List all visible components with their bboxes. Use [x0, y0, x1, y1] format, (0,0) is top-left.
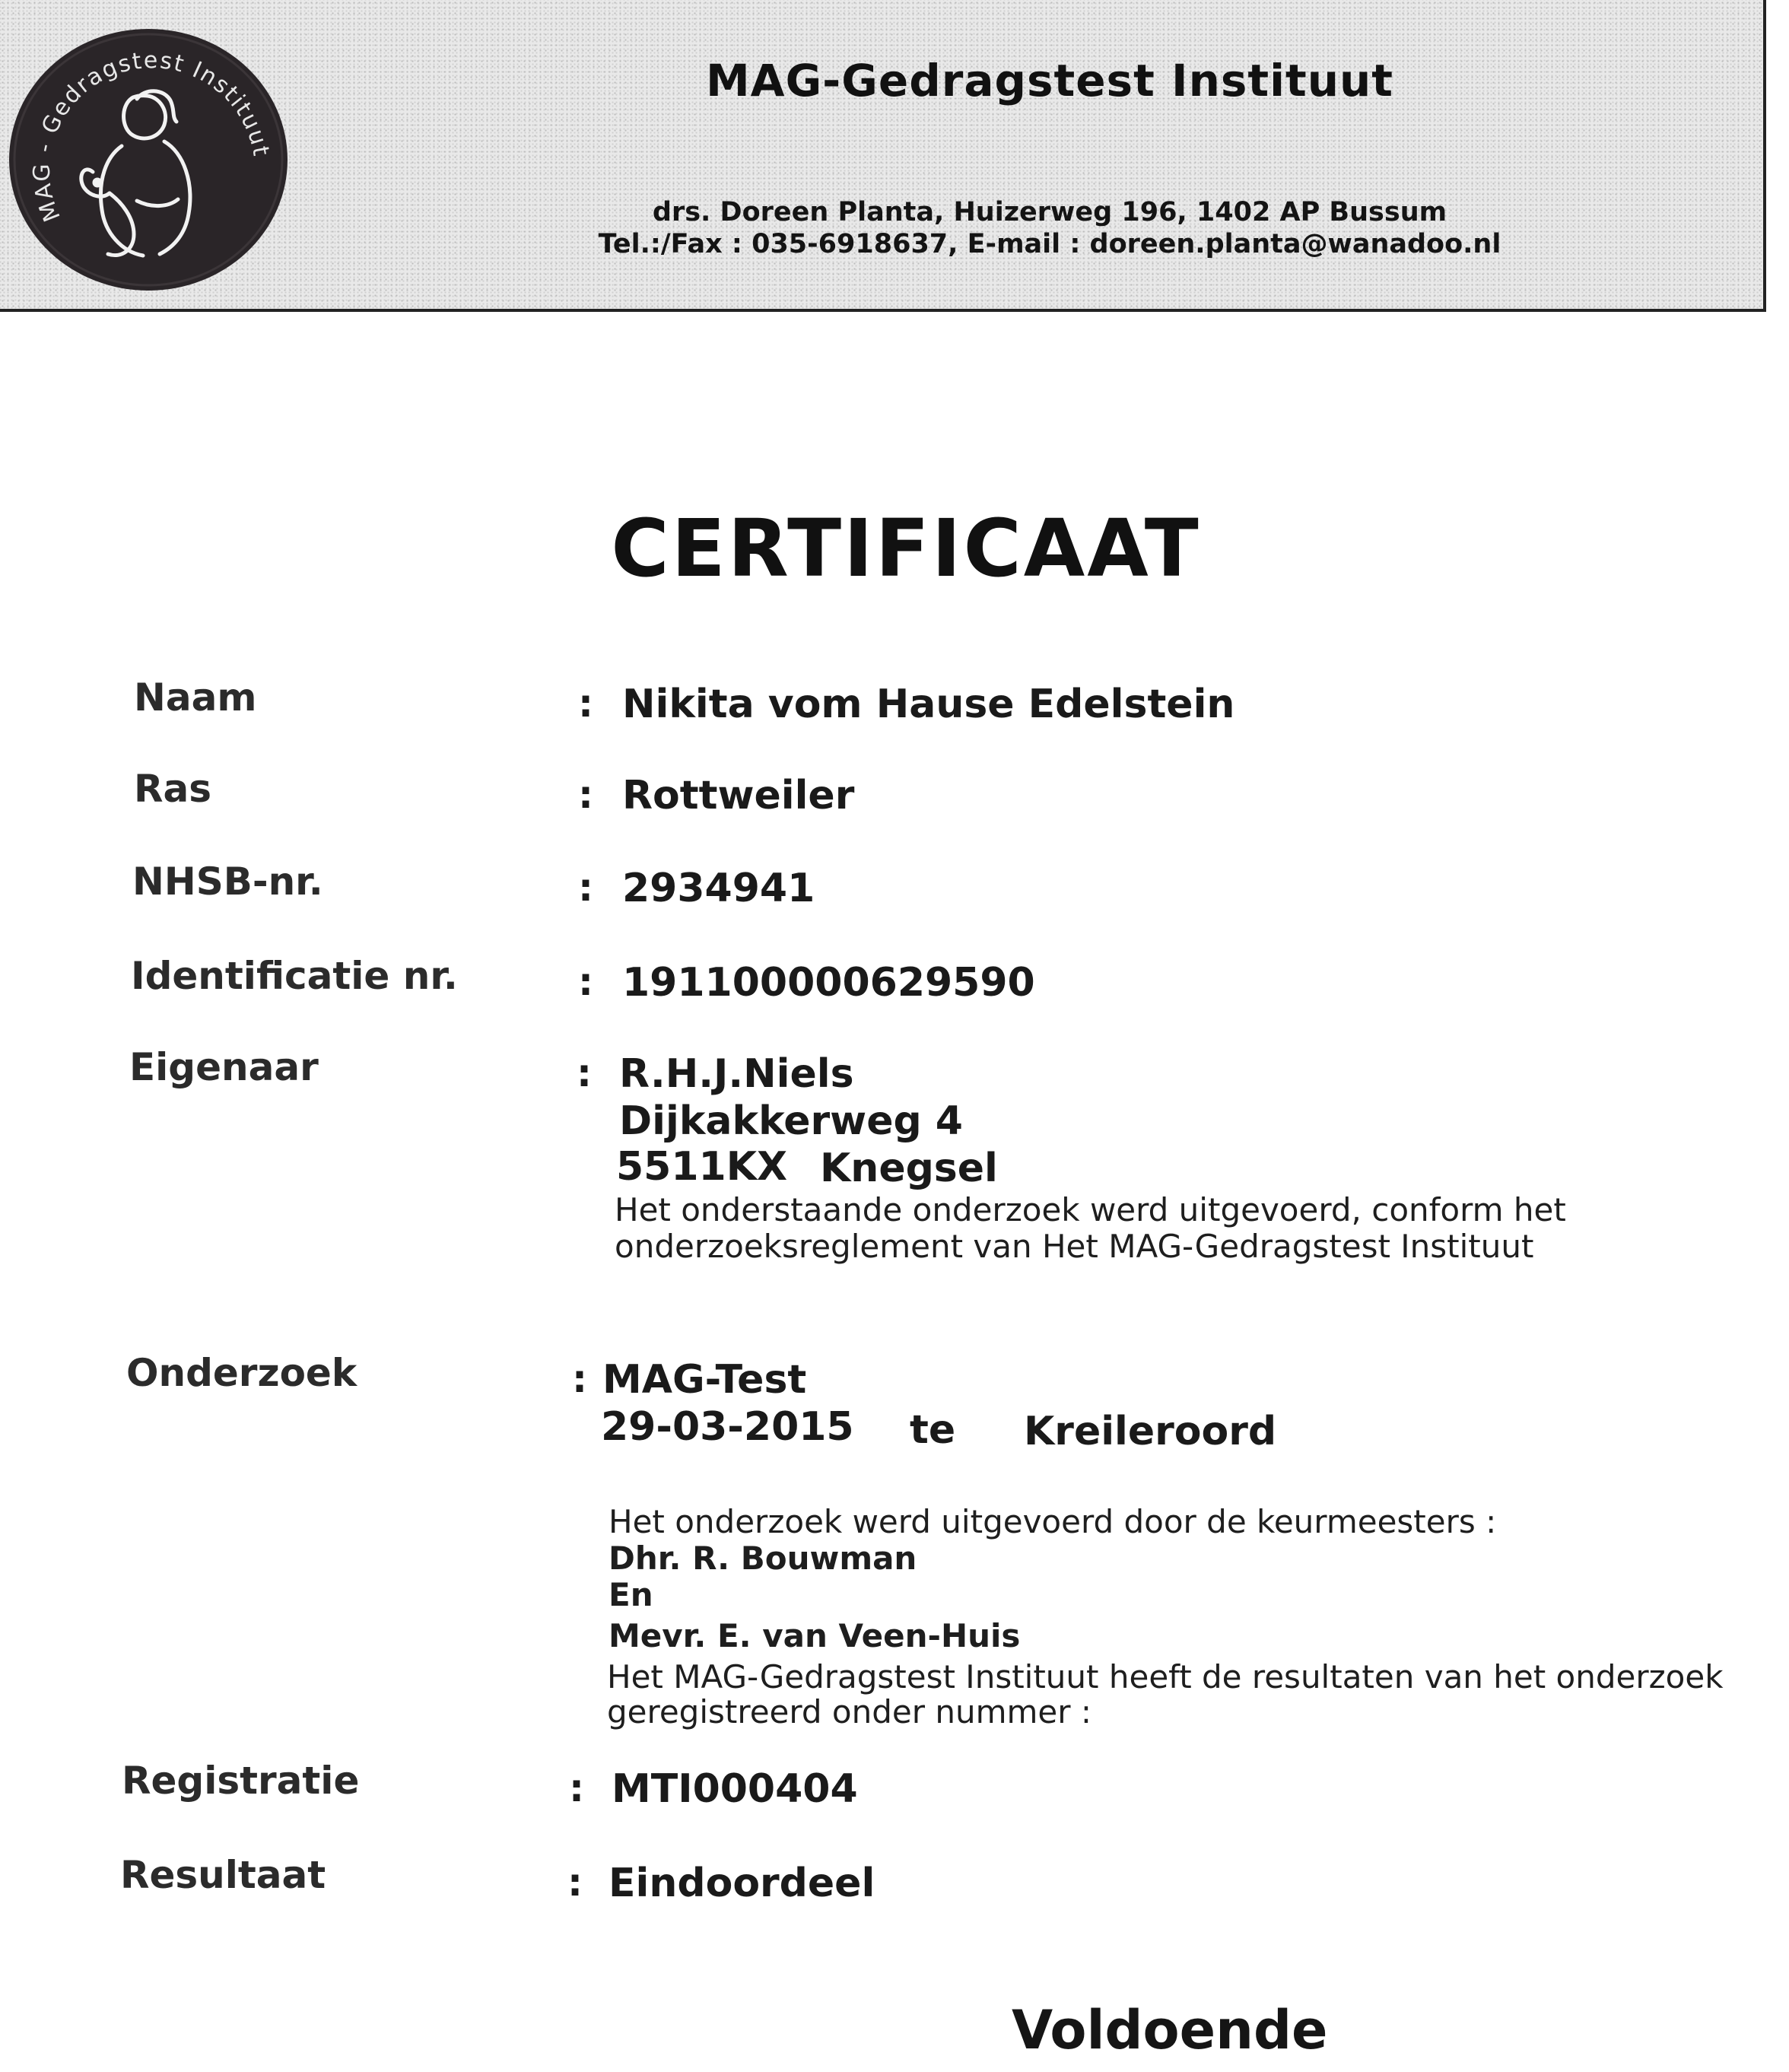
ras-label: Ras: [134, 767, 212, 811]
registratie-colon: :: [569, 1766, 584, 1810]
registratie-label: Registratie: [122, 1759, 360, 1803]
nhsb-label: NHSB-nr.: [132, 860, 323, 904]
judge-1: Dhr. R. Bouwman: [609, 1540, 917, 1577]
identificatie-label: Identificatie nr.: [131, 954, 458, 998]
eigenaar-colon: :: [577, 1051, 592, 1095]
verdict: Voldoende: [1012, 1999, 1328, 2061]
onderzoek-colon: :: [572, 1357, 587, 1401]
eigenaar-label: Eigenaar: [129, 1045, 319, 1089]
letterhead: [0, 0, 1766, 312]
conform-line-2: onderzoeksreglement van Het MAG-Gedragstest Instituut: [615, 1228, 1534, 1265]
resultaat-value: Eindoordeel: [609, 1861, 875, 1906]
test-te: te: [910, 1407, 956, 1453]
keurmeesters-intro: Het onderzoek werd uitgevoerd door de keurmeesters :: [609, 1503, 1497, 1540]
judge-and: En: [609, 1576, 653, 1613]
conform-line-1: Het onderstaande onderzoek werd uitgevoerd, conform het: [615, 1191, 1566, 1228]
naam-value: Nikita vom Hause Edelstein: [622, 682, 1235, 727]
ras-colon: :: [578, 773, 593, 817]
owner-name: R.H.J.Niels: [619, 1051, 854, 1097]
certificate-title-text: CERTIFICAAT: [611, 502, 1201, 595]
institute-logo: [8, 27, 289, 292]
registered-line-1: Het MAG-Gedragstest Instituut heeft de resultaten van het onderzoek: [607, 1658, 1724, 1695]
identificatie-value: 191100000629590: [622, 960, 1035, 1006]
registratie-value: MTI000404: [612, 1766, 858, 1812]
address-line: drs. Doreen Planta, Huizerweg 196, 1402 AP Bussum: [652, 197, 1447, 227]
owner-city: Knegsel: [820, 1146, 998, 1191]
test-date: 29-03-2015: [601, 1404, 854, 1450]
identificatie-colon: :: [578, 960, 593, 1004]
onderzoek-value: MAG-Test: [602, 1357, 807, 1403]
naam-colon: :: [578, 682, 593, 726]
institute-name: MAG-Gedragstest Instituut: [705, 55, 1394, 106]
judge-2: Mevr. E. van Veen-Huis: [609, 1617, 1021, 1654]
test-location: Kreileroord: [1024, 1409, 1277, 1454]
owner-postcode: 5511KX: [616, 1144, 788, 1190]
institute-contact: [487, 196, 1613, 260]
onderzoek-label: Onderzoek: [126, 1351, 357, 1395]
resultaat-label: Resultaat: [120, 1853, 326, 1897]
nhsb-colon: :: [578, 866, 593, 910]
owner-street: Dijkakkerweg 4: [619, 1098, 963, 1144]
nhsb-value: 2934941: [622, 866, 815, 911]
resultaat-colon: :: [567, 1861, 583, 1905]
ras-value: Rottweiler: [622, 773, 855, 818]
registered-line-2: geregistreerd onder nummer :: [607, 1693, 1092, 1730]
naam-label: Naam: [134, 675, 257, 720]
certificate-title: [0, 502, 1789, 595]
logo-text: MAG - Gedragstest Instituut: [28, 47, 275, 226]
contact-line: Tel.:/Fax : 035-6918637, E-mail : doreen.planta@wanadoo.nl: [598, 229, 1501, 259]
